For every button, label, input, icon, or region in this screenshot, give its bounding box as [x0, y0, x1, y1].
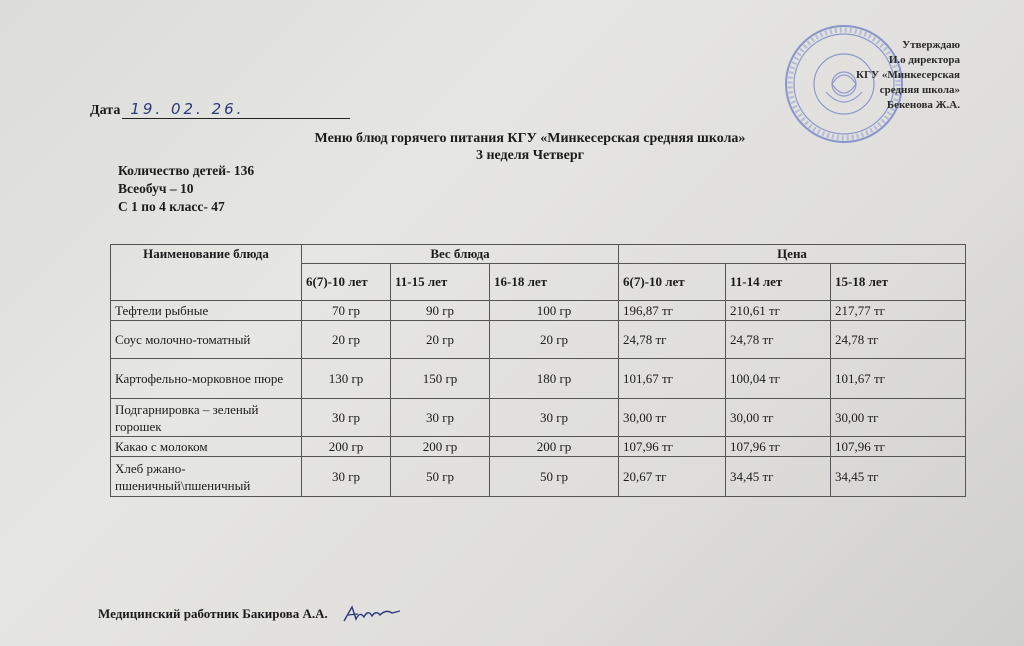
- price-cell: 210,61 тг: [726, 301, 831, 321]
- weight-cell: 200 гр: [490, 437, 619, 457]
- count-line: Количество детей- 136: [118, 163, 255, 178]
- price-cell: 24,78 тг: [831, 321, 966, 359]
- date-label: Дата: [90, 103, 121, 118]
- price-cell: 20,67 тг: [619, 457, 726, 497]
- title-line-2: 3 неделя Четверг: [475, 148, 585, 163]
- price-cell: 34,45 тг: [831, 457, 966, 497]
- weight-cell: 130 гр: [302, 359, 391, 399]
- document-title: [200, 130, 860, 164]
- price-cell: 217,77 тг: [831, 301, 966, 321]
- price-cell: 101,67 тг: [619, 359, 726, 399]
- col-header-price-age: 15-18 лет: [831, 264, 966, 301]
- col-header-price-age: 11-14 лет: [726, 264, 831, 301]
- table-row: [111, 399, 966, 437]
- col-header-weight-age: 11-15 лет: [391, 264, 490, 301]
- approval-line: Бекенова Ж.А.: [886, 99, 960, 111]
- weight-cell: 30 гр: [391, 399, 490, 437]
- weight-cell: 30 гр: [490, 399, 619, 437]
- approval-line: И.о директора: [888, 54, 960, 66]
- children-counts: [118, 162, 254, 216]
- col-header-price-age: 6(7)-10 лет: [619, 264, 726, 301]
- table-row: [111, 457, 966, 497]
- weight-cell: 200 гр: [302, 437, 391, 457]
- approval-block: [820, 38, 960, 113]
- price-cell: 24,78 тг: [619, 321, 726, 359]
- dish-name: Какао с молоком: [111, 437, 302, 457]
- weight-cell: 70 гр: [302, 301, 391, 321]
- menu-table: [110, 244, 966, 497]
- price-cell: 30,00 тг: [619, 399, 726, 437]
- weight-cell: 20 гр: [490, 321, 619, 359]
- dish-name: Тефтели рыбные: [111, 301, 302, 321]
- col-header-weight-age: 16-18 лет: [490, 264, 619, 301]
- weight-cell: 180 гр: [490, 359, 619, 399]
- count-line: С 1 по 4 класс- 47: [118, 199, 225, 214]
- approval-line: Утверждаю: [902, 39, 960, 51]
- col-group-weight: Вес блюда: [302, 245, 619, 264]
- price-cell: 101,67 тг: [831, 359, 966, 399]
- dish-name: Подгарнировка – зеленый горошек: [111, 399, 302, 437]
- table-header-row: [111, 245, 966, 264]
- table-row: [111, 301, 966, 321]
- col-header-weight-age: 6(7)-10 лет: [302, 264, 391, 301]
- approval-line: средняя школа»: [879, 84, 960, 96]
- price-cell: 107,96 тг: [726, 437, 831, 457]
- table-row: [111, 437, 966, 457]
- title-line-1: Меню блюд горячего питания КГУ «Минкесерская средняя школа»: [314, 131, 746, 146]
- weight-cell: 100 гр: [490, 301, 619, 321]
- date-value: 19. 02. 26.: [122, 100, 350, 119]
- weight-cell: 30 гр: [302, 457, 391, 497]
- price-cell: 24,78 тг: [726, 321, 831, 359]
- handwritten-signature-icon: [342, 603, 402, 625]
- weight-cell: 50 гр: [490, 457, 619, 497]
- signature-text: Медицинский работник Бакирова А.А.: [98, 606, 328, 621]
- weight-cell: 90 гр: [391, 301, 490, 321]
- price-cell: 196,87 тг: [619, 301, 726, 321]
- weight-cell: 200 гр: [391, 437, 490, 457]
- dish-name: Соус молочно-томатный: [111, 321, 302, 359]
- weight-cell: 150 гр: [391, 359, 490, 399]
- date-row: [90, 100, 350, 119]
- col-group-price: Цена: [619, 245, 966, 264]
- dish-name: Хлеб ржано-пшеничный\пшеничный: [111, 457, 302, 497]
- dish-name: Картофельно-морковное пюре: [111, 359, 302, 399]
- col-header-dish-name: Наименование блюда: [111, 245, 302, 301]
- price-cell: 100,04 тг: [726, 359, 831, 399]
- weight-cell: 20 гр: [391, 321, 490, 359]
- weight-cell: 20 гр: [302, 321, 391, 359]
- price-cell: 107,96 тг: [831, 437, 966, 457]
- approval-line: КГУ «Минкесерская: [856, 69, 960, 81]
- price-cell: 30,00 тг: [726, 399, 831, 437]
- price-cell: 107,96 тг: [619, 437, 726, 457]
- weight-cell: 30 гр: [302, 399, 391, 437]
- table-row: [111, 321, 966, 359]
- price-cell: 30,00 тг: [831, 399, 966, 437]
- weight-cell: 50 гр: [391, 457, 490, 497]
- signature-row: [98, 603, 402, 625]
- count-line: Всеобуч – 10: [118, 181, 194, 196]
- table-row: [111, 359, 966, 399]
- price-cell: 34,45 тг: [726, 457, 831, 497]
